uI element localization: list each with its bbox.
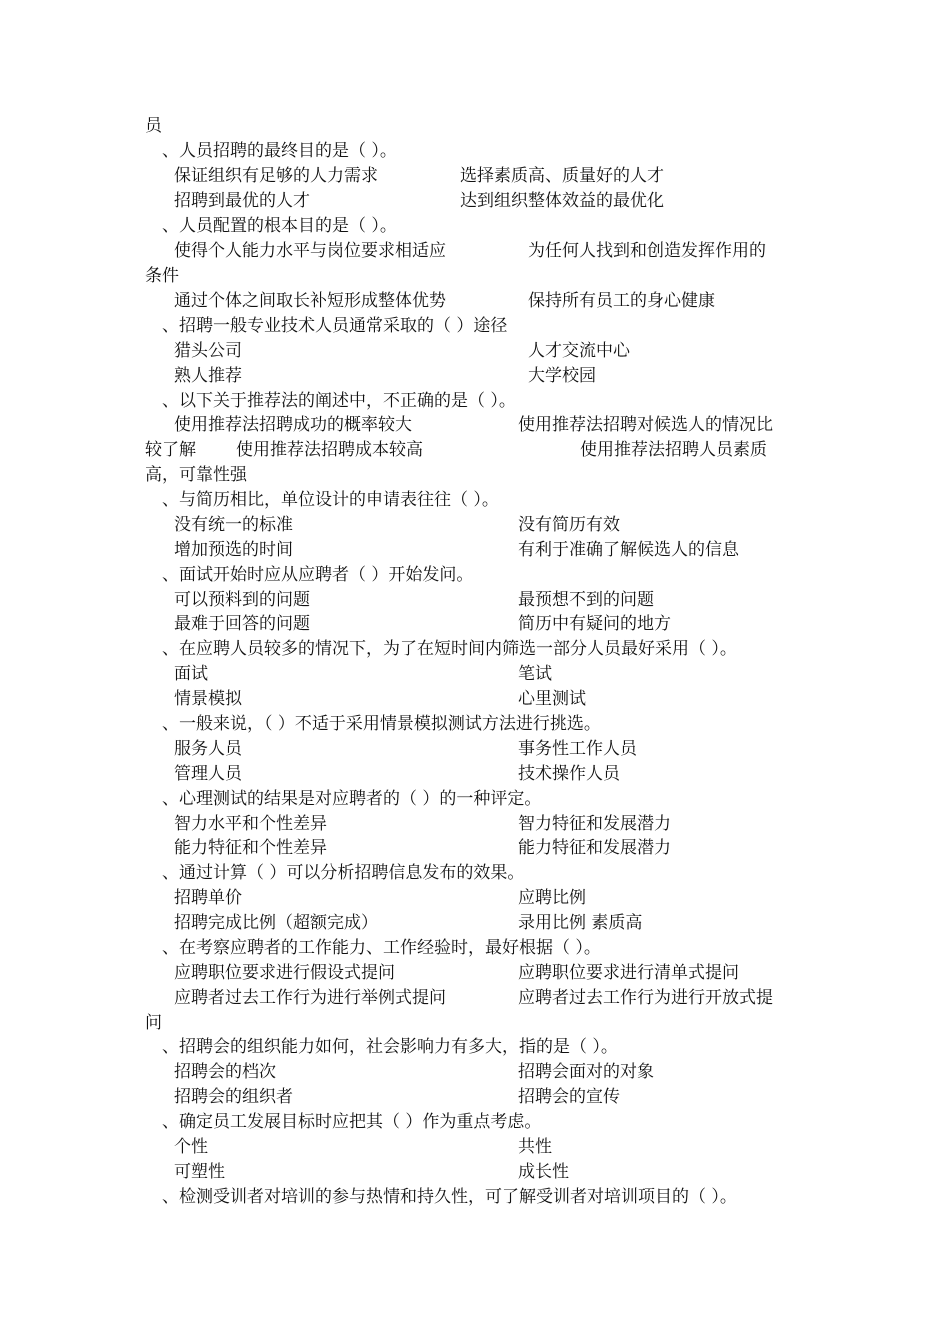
option-text: 管理人员 <box>174 764 242 784</box>
option-text: 共性 <box>518 1137 552 1157</box>
question-text: 、人员配置的根本目的是（ ）。 <box>162 216 397 236</box>
option-text: 达到组织整体效益的最优化 <box>460 191 664 211</box>
question-text: 、通过计算（ ）可以分析招聘信息发布的效果。 <box>162 863 525 883</box>
option-text: 没有统一的标准 <box>174 515 293 535</box>
option-text: 有利于准确了解候选人的信息 <box>518 540 739 560</box>
option-text: 面试 <box>174 664 208 684</box>
option-text: 人才交流中心 <box>528 341 630 361</box>
option-text: 保持所有员工的身心健康 <box>528 291 715 311</box>
option-text-continued: 高，可靠性强 <box>145 465 247 485</box>
question-text: 、招聘会的组织能力如何，社会影响力有多大，指的是（ ）。 <box>162 1037 618 1057</box>
option-text: 个性 <box>174 1137 208 1157</box>
question-text: 、与简历相比，单位设计的申请表往往（ ）。 <box>162 490 499 510</box>
option-text: 应聘者过去工作行为进行举例式提问 <box>174 988 446 1008</box>
option-text: 猎头公司 <box>174 341 242 361</box>
option-text: 服务人员 <box>174 739 242 759</box>
question-text: 、检测受训者对培训的参与热情和持久性，可了解受训者对培训项目的（ ）。 <box>162 1187 737 1207</box>
option-text: 大学校园 <box>528 366 596 386</box>
option-text: 最难于回答的问题 <box>174 614 310 634</box>
option-text: 增加预选的时间 <box>174 540 293 560</box>
option-text: 应聘职位要求进行假设式提问 <box>174 963 395 983</box>
option-text: 使得个人能力水平与岗位要求相适应 <box>174 241 446 261</box>
option-text: 招聘到最优的人才 <box>174 191 310 211</box>
option-text: 招聘会的档次 <box>174 1062 276 1082</box>
option-text: 熟人推荐 <box>174 366 242 386</box>
continued-text: 员 <box>145 116 162 136</box>
option-text: 成长性 <box>518 1162 569 1182</box>
question-text: 、面试开始时应从应聘者（ ）开始发问。 <box>162 565 474 585</box>
question-text: 、在考察应聘者的工作能力、工作经验时，最好根据（ ）。 <box>162 938 601 958</box>
option-text: 能力特征和个性差异 <box>174 838 327 858</box>
option-text: 保证组织有足够的人力需求 <box>174 166 378 186</box>
option-text: 智力水平和个性差异 <box>174 814 327 834</box>
option-text: 智力特征和发展潜力 <box>518 814 671 834</box>
option-text: 笔试 <box>518 664 552 684</box>
option-text-continued: 较了解 <box>145 440 196 460</box>
question-text: 、心理测试的结果是对应聘者的（ ）的一种评定。 <box>162 789 542 809</box>
option-text: 使用推荐法招聘人员素质 <box>580 440 767 460</box>
option-text: 招聘会的组织者 <box>174 1087 293 1107</box>
question-text: 、招聘一般专业技术人员通常采取的（ ）途径 <box>162 316 508 336</box>
option-text: 为任何人找到和创造发挥作用的 <box>528 241 766 261</box>
option-text: 招聘完成比例（超额完成） <box>174 913 378 933</box>
option-text: 事务性工作人员 <box>518 739 637 759</box>
question-text: 、以下关于推荐法的阐述中，不正确的是（ ）。 <box>162 391 516 411</box>
option-text: 应聘者过去工作行为进行开放式提 <box>518 988 773 1008</box>
option-text: 简历中有疑问的地方 <box>518 614 671 634</box>
option-text: 最预想不到的问题 <box>518 590 654 610</box>
option-text-continued: 条件 <box>145 266 179 286</box>
option-text: 通过个体之间取长补短形成整体优势 <box>174 291 446 311</box>
option-text: 使用推荐法招聘成功的概率较大 <box>174 415 412 435</box>
option-text: 应聘职位要求进行清单式提问 <box>518 963 739 983</box>
question-text: 、确定员工发展目标时应把其（ ）作为重点考虑。 <box>162 1112 542 1132</box>
option-text: 情景模拟 <box>174 689 242 709</box>
question-text: 、在应聘人员较多的情况下，为了在短时间内筛选一部分人员最好采用（ ）。 <box>162 639 737 659</box>
option-text: 使用推荐法招聘成本较高 <box>236 440 423 460</box>
option-text: 招聘单价 <box>174 888 242 908</box>
option-text: 使用推荐法招聘对候选人的情况比 <box>518 415 773 435</box>
question-text: 、人员招聘的最终目的是（ ）。 <box>162 141 397 161</box>
option-text: 技术操作人员 <box>518 764 620 784</box>
option-text: 招聘会的宣传 <box>518 1087 620 1107</box>
option-text: 招聘会面对的对象 <box>518 1062 654 1082</box>
option-text: 能力特征和发展潜力 <box>518 838 671 858</box>
option-text-continued: 问 <box>145 1013 162 1033</box>
option-text: 没有简历有效 <box>518 515 620 535</box>
option-text: 选择素质高、质量好的人才 <box>460 166 664 186</box>
option-text: 应聘比例 <box>518 888 586 908</box>
option-text: 可塑性 <box>174 1162 225 1182</box>
option-text: 可以预料到的问题 <box>174 590 310 610</box>
question-text: 、一般来说，（ ）不适于采用情景模拟测试方法进行挑选。 <box>162 714 601 734</box>
option-text: 心里测试 <box>518 689 586 709</box>
option-text: 录用比例 素质高 <box>518 913 643 933</box>
